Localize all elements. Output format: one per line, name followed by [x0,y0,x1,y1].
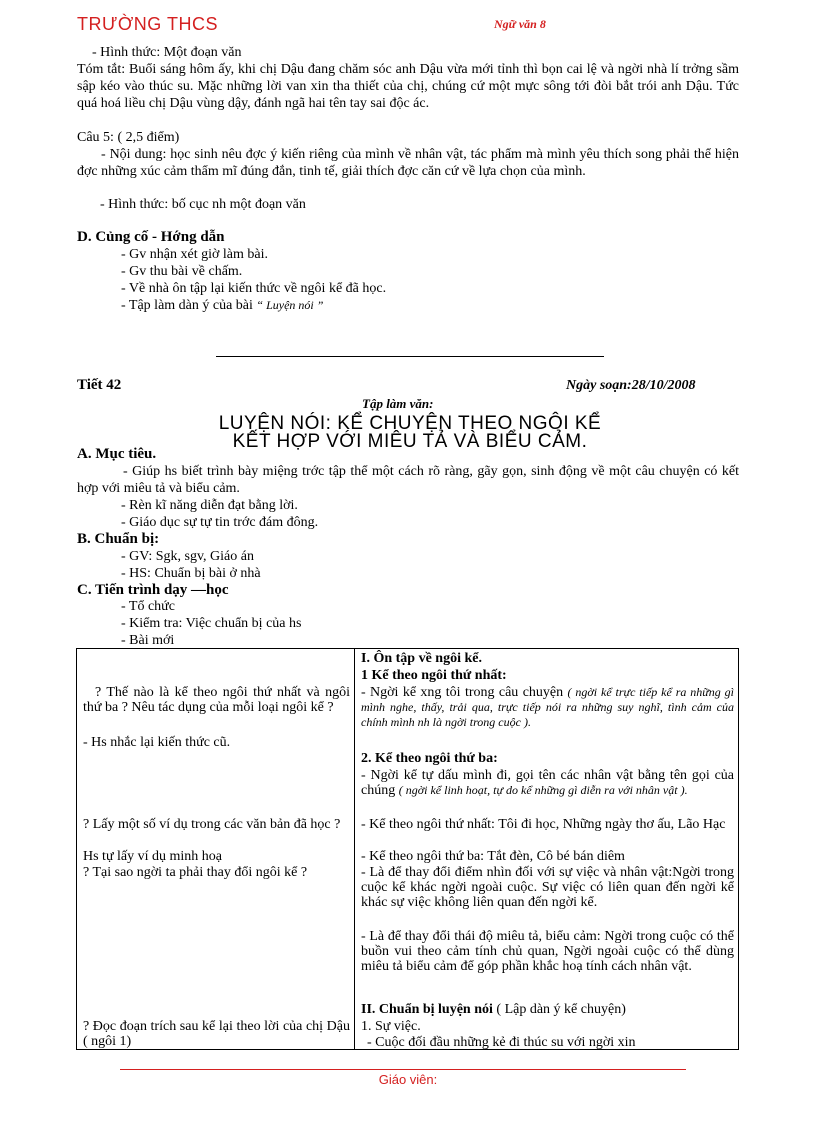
wrapup-item: - Về nhà ôn tập lại kiến thức về ngôi kể đã học. [121,281,387,296]
wrapup-item: - Gv thu bài về chấm. [121,264,243,279]
prep-teacher: - GV: Sgk, sgv, Giáo án [121,549,254,564]
procedure-item: - Kiểm tra: Việc chuẩn bị của hs [121,616,302,631]
first-person-note: ( ngời kể trực tiếp kể ra những gì mình nghe, thấy, trải qua, trực tiếp nói ra những suy nghĩ, tình cảm của chính mình nh là ngời trong cuộc ). [361,685,735,729]
prep-student: - HS: Chuẩn bị bài ở nhà [121,566,261,581]
table-row [77,649,739,1050]
lesson-title-line-1: LUYỆN NÓI: KỂ CHUYỆN THEO NGÔI KỂ [218,413,602,434]
question-1: ? Thế nào là kể theo ngôi thứ nhất và ngôi thứ ba ? Nêu tác dụng của mỗi loại ngôi kể ? [83,685,350,715]
question-4: ? Đọc đoạn trích sau kể lại theo lời của chị Dậu ( ngôi 1) [83,1019,350,1049]
event-desc: - Cuộc đối đầu những kẻ đi thúc su với ngời xin [367,1035,636,1050]
form-note-2: - Hình thức: bố cục nh một đoạn văn [100,197,306,212]
first-person-desc [361,685,734,730]
wrapup-item-text: - Tập làm dàn ý của bài [121,298,253,313]
lesson-table [76,648,739,1050]
section-b-heading: B. Chuẩn bị: [77,531,160,547]
viewpoint-change: - Là để thay đổi điểm nhìn đối với sự việc và nhân vật:Ngời trong cuộc kể khác ngời ngoài cuộc. Sự việc có liên quan đến ngời kể khác sự việc không liên quan đến ngời kể. [361,865,734,910]
lesson-number: Tiết 42 [77,377,122,393]
procedure-item: - Bài mới [121,633,175,648]
summary-paragraph: Tóm tắt: Buổi sáng hôm ấy, khi chị Dậu đang chăm sóc anh Dậu vừa mới tỉnh thì bọn cai lệ và ngời nhà lí trởng sầm sập kéo vào thúc su. Mặc những lời van xin tha thiết của chị, chúng cứ một mực sông tới đòi bắt trói anh Dậu. Tức quá hoá liều chị Dậu vùng dậy, đánh ngã hai tên tay sai độc ác. [77,62,739,111]
question-2: ? Lấy một số ví dụ trong các văn bản đã học ? [83,817,341,832]
objective-1: - Giúp hs biết trình bày miệng trớc tập thể một cách rõ ràng, gãy gọn, sinh động về một câu chuyện có kết hợp với miêu tả và biểu cảm. [77,464,739,496]
question-5-heading: Câu 5: ( 2,5 điểm) [77,130,180,145]
content-column [355,649,739,1050]
section-a-heading: A. Mục tiêu. [77,446,157,462]
answer-2: Hs tự lấy ví dụ minh hoạ [83,849,223,864]
footer-rule [120,1069,686,1070]
third-person-note: ( ngời kể linh hoạt, tự do kể những gì diễn ra với nhân vật ). [398,783,688,797]
prep-date: Ngày soạn:28/10/2008 [566,378,696,393]
heading-preparation-text: II. Chuẩn bị luyện nói [361,1002,493,1017]
procedure-item: - Tổ chức [121,599,175,614]
third-person-desc [361,768,734,798]
attitude-change: - Là để thay đổi thái độ miêu tả, biểu cảm: Ngời trong cuộc có thể buồn vui theo cảm tính chủ quan, Ngời ngoài cuộc có thể dùng miêu tả biểu cảm để góp phần khắc hoạ tính cách nhân vật. [361,929,734,974]
activity-column [77,649,355,1050]
question-3: ? Tại sao ngời ta phải thay đổi ngôi kể ? [83,865,308,880]
example-first-person: - Kể theo ngôi thứ nhất: Tôi đi học, Những ngày thơ ấu, Lão Hạc [361,817,726,832]
wrapup-item-quote: “ Luyện nói ” [256,298,324,312]
third-person-text: - Ngời kể tự dấu mình đi, gọi tên các nhân vật bằng tên gọi của chúng [361,768,734,798]
wrapup-item-last [121,297,323,314]
answer-1: - Hs nhắc lại kiến thức cũ. [83,735,231,750]
section-c-heading: C. Tiến trình dạy —học [77,582,229,598]
heading-review: I. Ôn tập về ngôi kể. [361,651,482,666]
lesson-subheading: Tập làm văn: [362,396,434,411]
form-note: - Hình thức: Một đoạn văn [92,45,242,60]
school-header: TRƯỜNG THCS [77,14,218,34]
content-paragraph: - Nội dung: học sinh nêu đợc ý kiến riêng của mình về nhân vật, tác phẩm mà mình yêu thích song phải thể hiện đợc những xúc cảm thẩm mĩ đúng đắn, tinh tế, giải thích đợc căn cứ về lựa chọn của mình. [77,147,739,179]
heading-preparation-note: ( Lập dàn ý kể chuyện) [496,1002,626,1017]
objective-2: - Rèn kĩ năng diễn đạt bằng lời. [121,498,298,513]
first-person-text: - Ngời kể xng tôi trong câu chuyện [361,685,564,700]
separator-line [216,356,604,357]
teacher-footer: Giáo viên: [378,1072,438,1087]
example-third-person: - Kể theo ngôi thứ ba: Tắt đèn, Cô bé bán diêm [361,849,625,864]
lesson-title-line-2: KẾT HỢP VỚI MIÊU TẢ VÀ BIỂU CẢM. [232,431,588,452]
wrapup-item: - Gv nhận xét giờ làm bài. [121,247,268,262]
heading-third-person: 2. Kể theo ngôi thứ ba: [361,751,498,766]
heading-preparation [361,1002,732,1017]
objective-3: - Giáo dục sự tự tin trớc đám đông. [121,515,319,530]
heading-first-person: 1 Kể theo ngôi thứ nhất: [361,668,507,683]
section-d-heading: D. Củng cố - Hớng dẫn [77,229,225,245]
subject-header: Ngữ văn 8 [494,17,546,31]
event-heading: 1. Sự việc. [361,1019,421,1034]
